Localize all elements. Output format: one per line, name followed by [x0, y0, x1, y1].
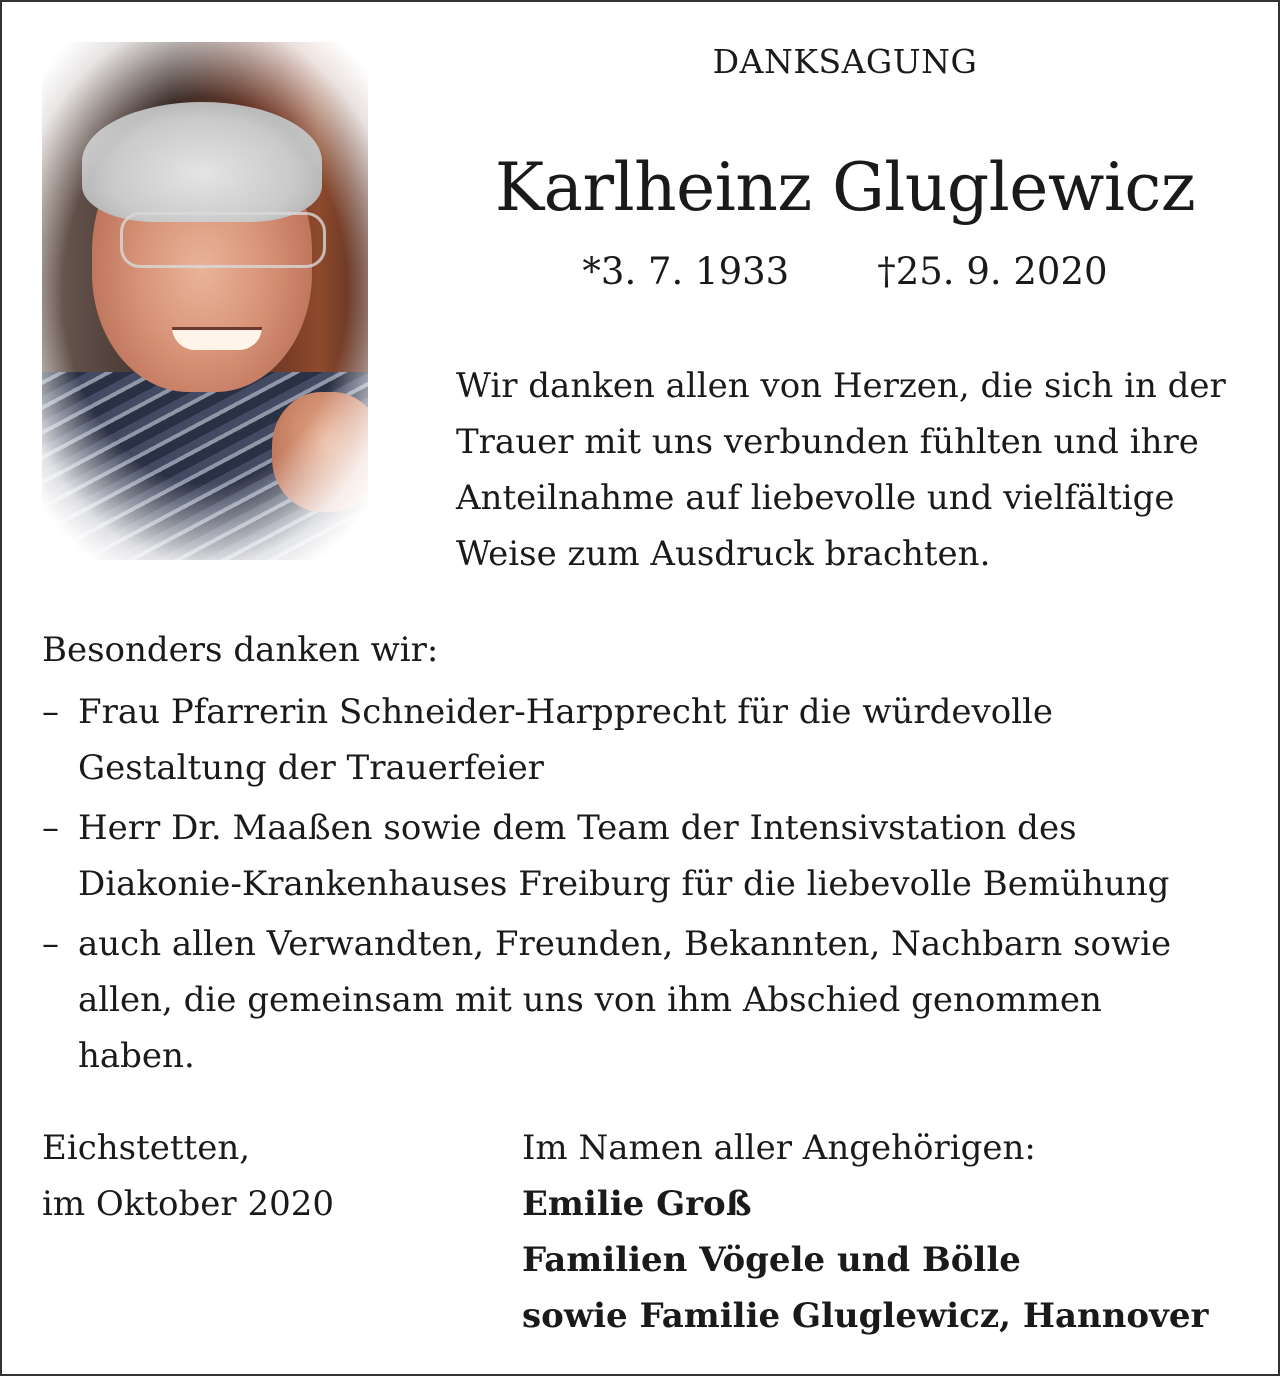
intro-line: Weise zum Ausdruck brachten. — [456, 534, 991, 574]
thanks-line: Gestaltung der Trauerfeier — [78, 748, 544, 788]
intro-line: Anteilnahme auf liebevolle und vielfältige — [456, 478, 1175, 518]
thanks-item — [42, 800, 1242, 912]
deceased-name: Karlheinz Gluglewicz — [494, 149, 1196, 226]
list-dash: – — [42, 692, 59, 732]
notice-heading: DANKSAGUNG — [712, 42, 978, 81]
death-date: †25. 9. 2020 — [877, 250, 1108, 293]
signer-name: Emilie Groß — [522, 1184, 752, 1224]
thanks-line: allen, die gemeinsam mit uns von ihm Abschied genommen — [78, 980, 1102, 1020]
date-line: im Oktober 2020 — [42, 1184, 335, 1224]
thanks-item — [42, 684, 1242, 796]
list-dash: – — [42, 924, 59, 964]
thanks-item — [42, 916, 1242, 1084]
signer-name: sowie Familie Gluglewicz, Hannover — [522, 1296, 1209, 1336]
thanks-line: Frau Pfarrerin Schneider-Harpprecht für die würdevolle — [78, 692, 1054, 732]
thanks-list — [42, 684, 1242, 1088]
thanks-line: Diakonie-Krankenhauses Freiburg für die liebevolle Bemühung — [78, 864, 1170, 904]
life-dates — [440, 250, 1250, 293]
signers-intro: Im Namen aller Angehörigen: — [522, 1128, 1036, 1168]
birth-date: *3. 7. 1933 — [582, 250, 790, 293]
intro-line: Wir danken allen von Herzen, die sich in der — [456, 366, 1226, 406]
intro-paragraph — [456, 358, 1240, 582]
signers-block — [522, 1120, 1208, 1344]
portrait-photo — [42, 42, 368, 560]
thanks-line: Herr Dr. Maaßen sowie dem Team der Intensivstation des — [78, 808, 1077, 848]
place-date — [42, 1120, 334, 1232]
list-dash: – — [42, 808, 59, 848]
thanks-line: auch allen Verwandten, Freunden, Bekannten, Nachbarn sowie — [78, 924, 1172, 964]
thanks-line: haben. — [78, 1036, 195, 1076]
thanks-title: Besonders danken wir: — [42, 630, 439, 670]
place-line: Eichstetten, — [42, 1128, 251, 1168]
intro-line: Trauer mit uns verbunden fühlten und ihre — [456, 422, 1199, 462]
photo-vignette — [42, 42, 368, 560]
signer-name: Familien Vögele und Bölle — [522, 1240, 1021, 1280]
